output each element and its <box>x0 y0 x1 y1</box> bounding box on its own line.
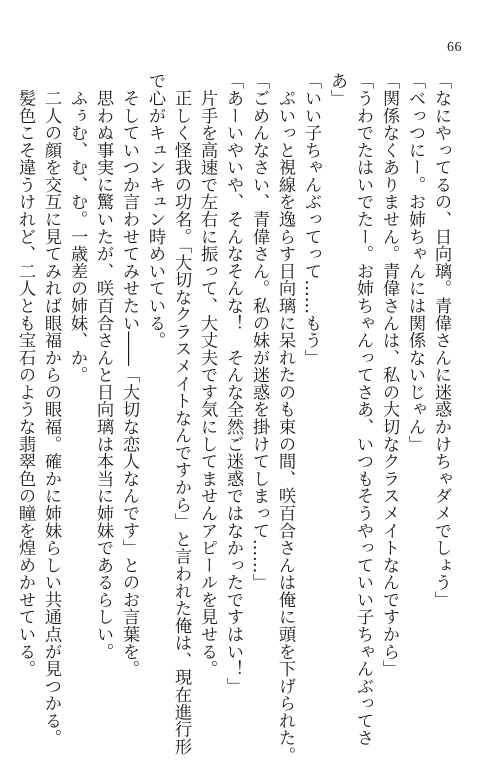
text-line: 「なにやってるの、日向璃。青偉さんに迷惑かけちゃダメでしょう」 <box>431 72 451 608</box>
text-line: 「いい子ちゃんぶってって……もう」 <box>301 72 321 366</box>
text-line: ふぅむ、む、む。一歳差の姉妹、か。 <box>67 72 87 384</box>
text-line: ぷいっと視線を逸らす日向璃に呆れたのも束の間、咲百合さんは俺に頭を下げられた。 <box>275 72 295 764</box>
text-line: 正しく怪我の功名。「大切なクラスメイトなんですから」と言われた俺は、現在進行形 <box>171 72 191 755</box>
text-line: 「うわでたはいでたー。お姉ちゃんってさあ、いつもそうやっていい子ちゃんぶってさ <box>353 72 373 747</box>
novel-body-text <box>12 72 454 764</box>
text-line: 二人の顔を交互に見てみれば眼福からの眼福。確かに姉妹らしい共通点が見つかる。 <box>41 72 61 747</box>
text-line: 片手を高速で左右に振って、大丈夫です気にしてませんアピールを見せる。 <box>197 72 217 678</box>
text-line: 「べっつにー。お姉ちゃんには関係ないじゃん」 <box>405 72 425 453</box>
text-line: あ」 <box>327 72 347 107</box>
text-line: 「あーいやいや、そんなそんな！ そんな全然ご迷惑ではなかったですはい！」 <box>223 72 243 695</box>
text-line: 思わぬ事実に驚いたが、咲百合さんと日向璃は本当に姉妹であるらしい。 <box>93 72 113 660</box>
page-number: 66 <box>447 40 462 55</box>
text-line: そしていつか言わせてみせたい――「大切な恋人なんです」とのお言葉を。 <box>119 72 139 678</box>
text-line: 髪色こそ違うけれど、二人とも宝石のような翡翠色の瞳を煌めかせている。 <box>15 72 35 678</box>
text-line: 「関係なくありません。青偉さんは、私の大切なクラスメイトなんですから」 <box>379 72 399 678</box>
text-line: で心がキュンキュン時めいている。 <box>145 72 165 349</box>
text-line: 「ごめんなさい、青偉さん。私の妹が迷惑を掛けてしまって……」 <box>249 72 269 591</box>
